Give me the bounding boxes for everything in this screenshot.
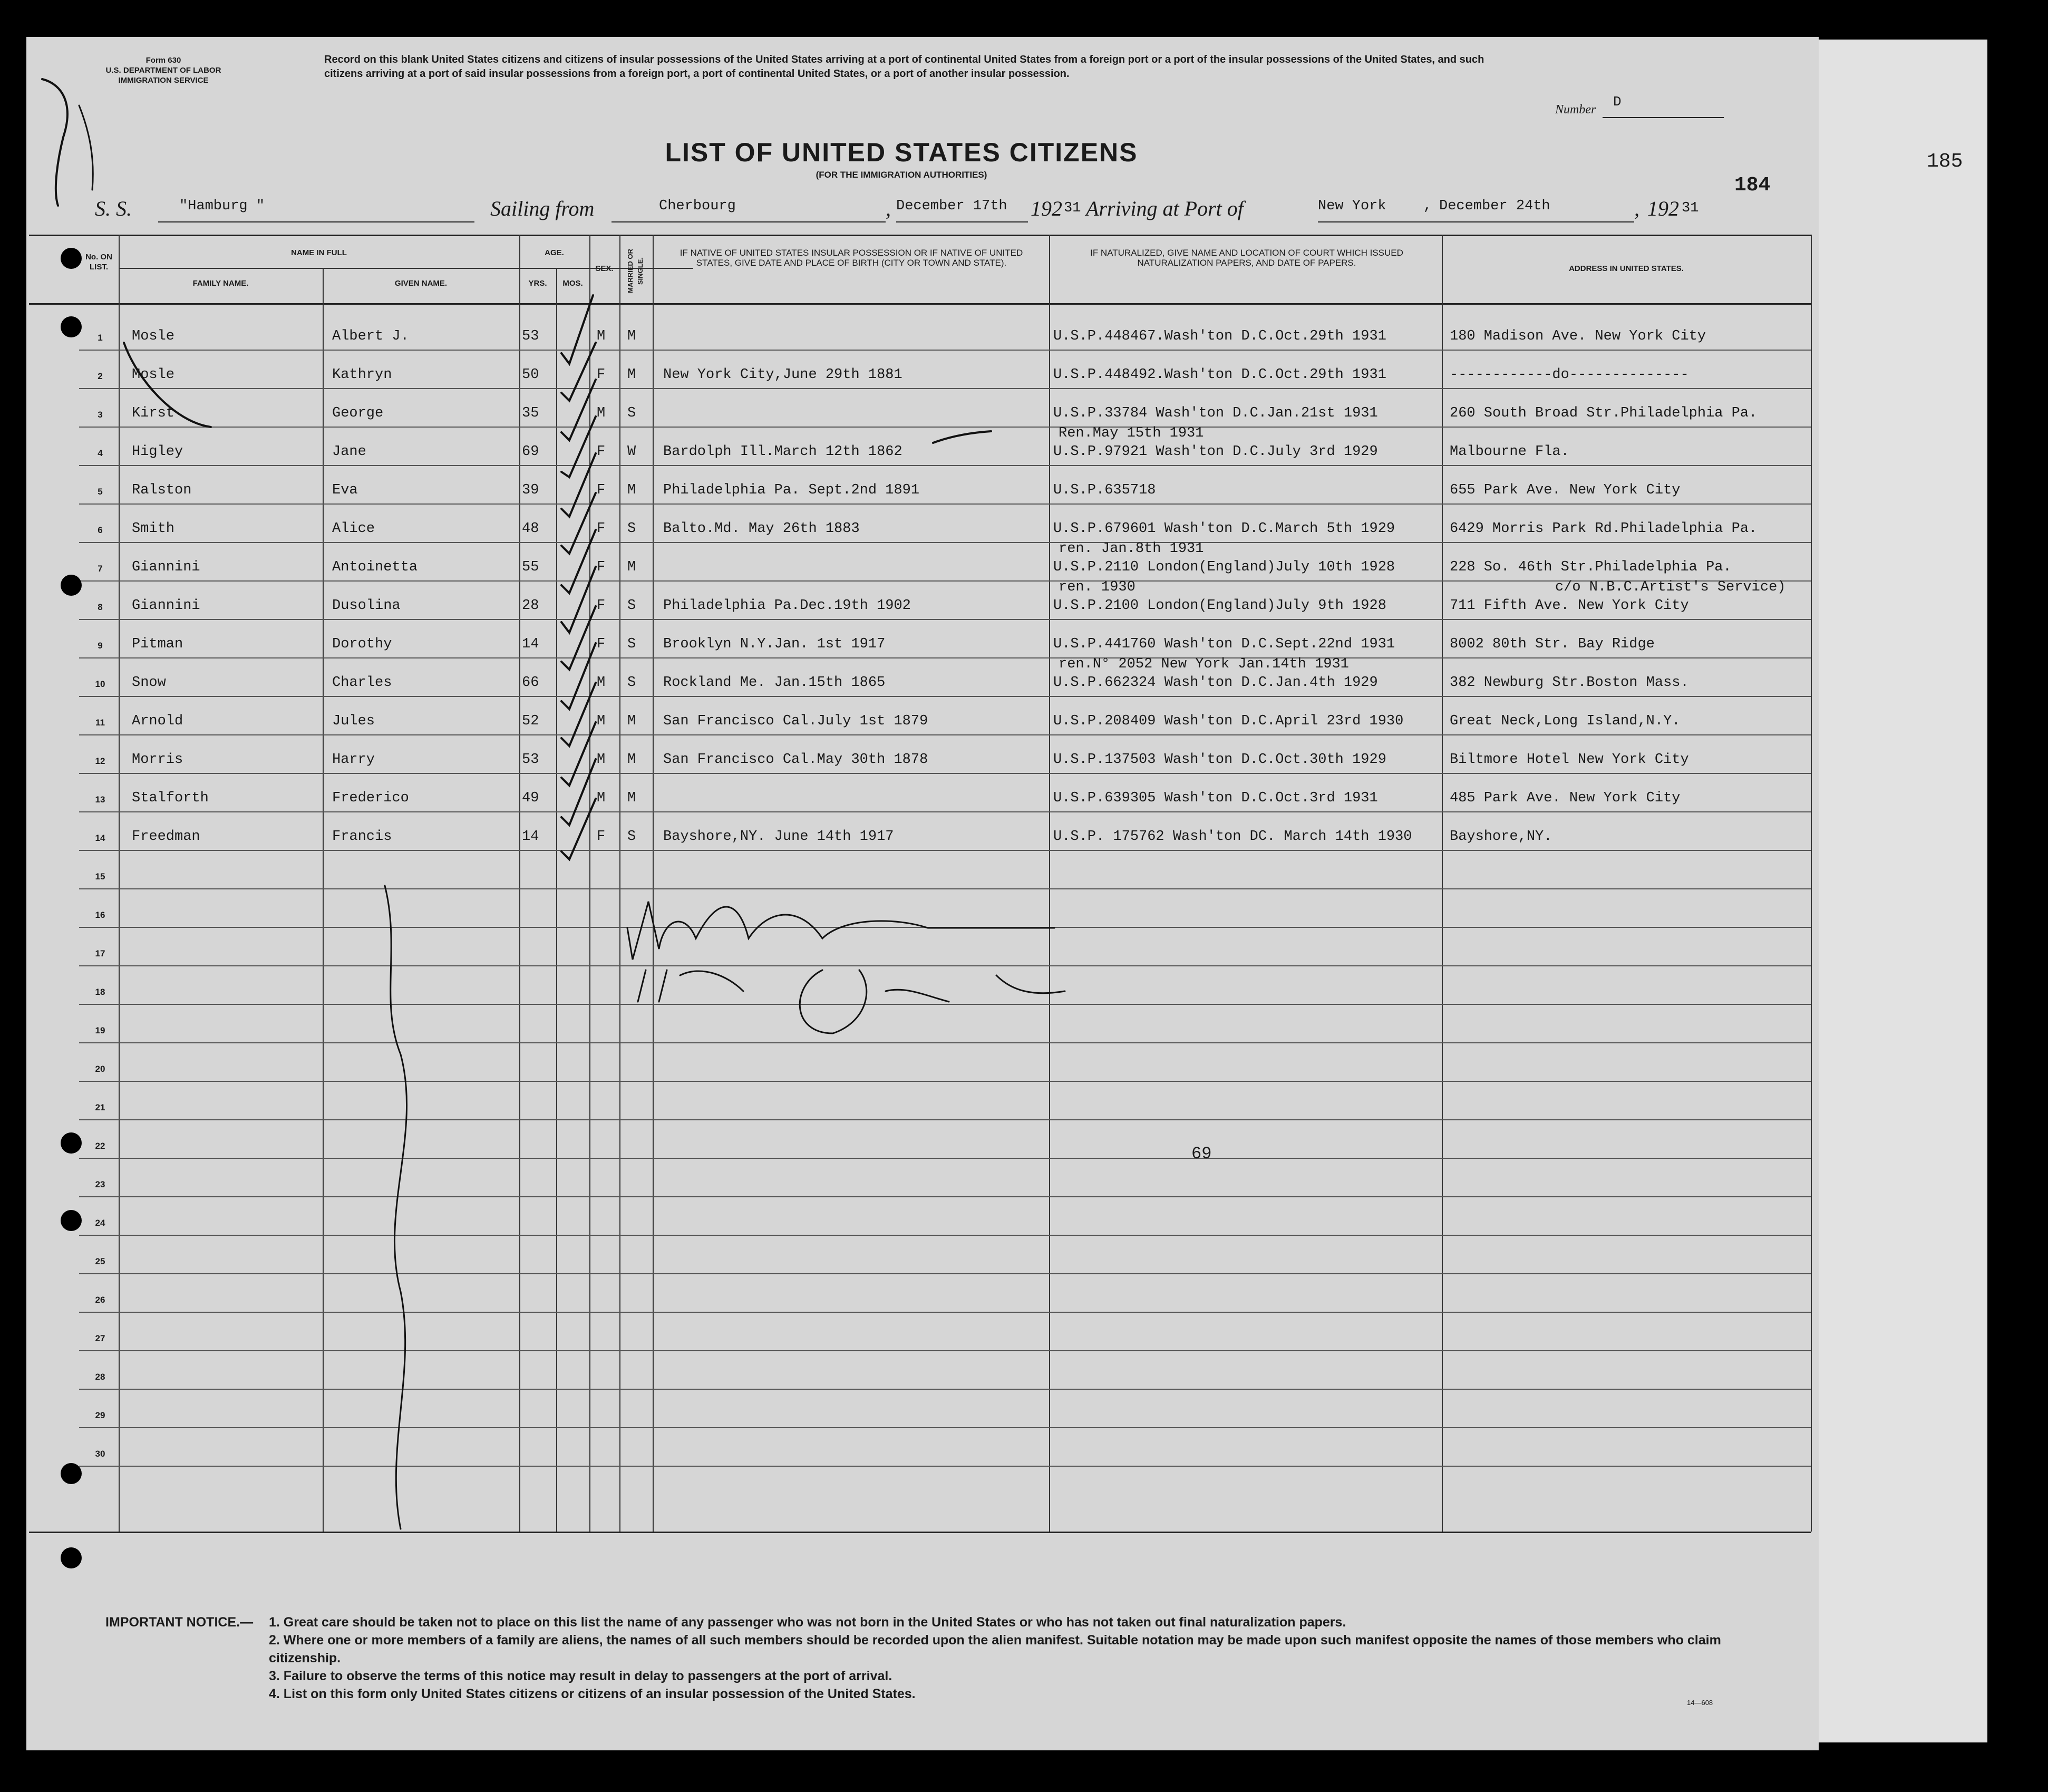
- binder-hole: [61, 1463, 82, 1484]
- marital-status: M: [627, 328, 636, 344]
- given-name: Albert J.: [332, 328, 409, 344]
- address: 485 Park Ave. New York City: [1450, 790, 1681, 806]
- row-number: 10: [95, 679, 105, 689]
- stamped-page-number: 184: [1734, 174, 1771, 197]
- given-name: Dorothy: [332, 636, 392, 652]
- age-years: 52: [522, 713, 539, 729]
- notice-label: IMPORTANT NOTICE.—: [105, 1615, 254, 1630]
- naturalization-info: U.S.P.208409 Wash'ton D.C.April 23rd 1930: [1053, 713, 1404, 729]
- sailing-year-prefix: 192: [1031, 197, 1062, 220]
- naturalization-note: ren.N° 2052 New York Jan.14th 1931: [1059, 656, 1349, 672]
- birth-info: Bayshore,NY. June 14th 1917: [663, 829, 894, 845]
- arrival-field: [1318, 196, 1634, 222]
- age-years: 49: [522, 790, 539, 806]
- marital-status: S: [627, 675, 636, 691]
- page-subtitle: (FOR THE IMMIGRATION AUTHORITIES): [816, 170, 987, 180]
- marital-status: M: [627, 559, 636, 575]
- right-page-number: 185: [1927, 150, 1963, 173]
- header-mos: MOS.: [562, 279, 583, 288]
- age-years: 35: [522, 405, 539, 421]
- naturalization-info: U.S.P.635718: [1053, 482, 1156, 498]
- row-number: 23: [95, 1179, 105, 1189]
- arrival-year-prefix: 192: [1647, 197, 1679, 220]
- row-line: [79, 542, 1811, 543]
- binder-hole: [61, 248, 82, 269]
- row-number: 29: [95, 1410, 105, 1420]
- header-address: ADDRESS IN UNITED STATES.: [1569, 264, 1684, 273]
- address: 260 South Broad Str.Philadelphia Pa.: [1450, 405, 1758, 421]
- age-years: 39: [522, 482, 539, 498]
- row-line: [79, 388, 1811, 389]
- row-line: [79, 1042, 1811, 1043]
- row-line: [79, 811, 1811, 812]
- manifest-sheet: [26, 37, 1819, 1750]
- row-line: [79, 503, 1811, 505]
- row-number: 2: [98, 371, 103, 381]
- row-line: [79, 657, 1811, 658]
- row-line: [79, 1196, 1811, 1197]
- row-number: 27: [95, 1333, 105, 1343]
- row-line: [79, 850, 1811, 851]
- row-line: [79, 350, 1811, 351]
- row-line: [79, 1350, 1811, 1351]
- ss-label: S. S.: [95, 197, 132, 220]
- given-name: Antoinetta: [332, 559, 418, 575]
- number-label: Number: [1555, 103, 1596, 117]
- comma-3: ,: [1634, 197, 1639, 220]
- given-name: George: [332, 405, 384, 421]
- sex: F: [597, 829, 606, 845]
- page-title: LIST OF UNITED STATES CITIZENS: [665, 138, 1138, 167]
- row-number: 18: [95, 987, 105, 997]
- age-years: 53: [522, 328, 539, 344]
- col-divider: [119, 235, 120, 1532]
- notice-item: 3. Failure to observe the terms of this notice may result in delay to passengers at the port of arrival.: [269, 1669, 892, 1683]
- row-number: 22: [95, 1141, 105, 1151]
- row-number: 20: [95, 1064, 105, 1074]
- header-bottom-border: [29, 303, 1811, 305]
- ship-name-field: [158, 196, 474, 222]
- binder-hole: [61, 316, 82, 337]
- sex: M: [597, 790, 606, 806]
- birth-info: Philadelphia Pa.Dec.19th 1902: [663, 598, 911, 614]
- marital-status: S: [627, 829, 636, 845]
- center-mark: 69: [1191, 1144, 1212, 1164]
- family-name: Arnold: [132, 713, 183, 729]
- table-top-border: [29, 235, 1811, 236]
- address: 228 So. 46th Str.Philadelphia Pa.: [1450, 559, 1732, 575]
- given-name: Charles: [332, 675, 392, 691]
- header-age: AGE.: [545, 248, 564, 257]
- naturalization-info: U.S.P.137503 Wash'ton D.C.Oct.30th 1929: [1053, 752, 1386, 768]
- address: 180 Madison Ave. New York City: [1450, 328, 1706, 344]
- row-number: 21: [95, 1102, 105, 1112]
- row-line: [79, 773, 1811, 774]
- family-name: Stalforth: [132, 790, 209, 806]
- row-line: [79, 927, 1811, 928]
- sailing-port-field: [612, 196, 886, 222]
- family-name: Giannini: [132, 559, 200, 575]
- row-number: 12: [95, 756, 105, 766]
- sex: F: [597, 636, 606, 652]
- naturalization-note: ren. Jan.8th 1931: [1059, 541, 1204, 557]
- given-name: Eva: [332, 482, 358, 498]
- row-line: [79, 1004, 1811, 1005]
- service-name: IMMIGRATION SERVICE: [118, 76, 209, 85]
- form-identification: [63, 55, 264, 85]
- binder-hole: [61, 1210, 82, 1231]
- marital-status: M: [627, 482, 636, 498]
- arriving-label: Arriving at Port of: [1086, 197, 1244, 220]
- address: Biltmore Hotel New York City: [1450, 752, 1689, 768]
- age-years: 14: [522, 829, 539, 845]
- sex: F: [597, 521, 606, 537]
- marital-status: M: [627, 790, 636, 806]
- family-name: Kirst: [132, 405, 175, 421]
- ship-name: "Hamburg ": [179, 198, 265, 214]
- address: 655 Park Ave. New York City: [1450, 482, 1681, 498]
- address: 382 Newburg Str.Boston Mass.: [1450, 675, 1689, 691]
- row-number: 8: [98, 602, 103, 612]
- row-number: 9: [98, 641, 103, 651]
- given-name: Jane: [332, 444, 366, 460]
- given-name: Frederico: [332, 790, 409, 806]
- col-divider: [1811, 235, 1812, 1532]
- sex: M: [597, 328, 606, 344]
- header-given-name: GIVEN NAME.: [394, 279, 448, 288]
- marital-status: M: [627, 713, 636, 729]
- notice-item: 4. List on this form only United States citizens or citizens of an insular possession of the United States.: [269, 1687, 916, 1701]
- row-number: 4: [98, 448, 103, 458]
- row-number: 11: [95, 718, 105, 728]
- address: Bayshore,NY.: [1450, 829, 1552, 845]
- sex: F: [597, 367, 606, 383]
- header-sex: SEX.: [595, 264, 614, 273]
- number-underline: [1603, 117, 1724, 118]
- naturalization-info: U.S.P.2110 London(England)July 10th 1928: [1053, 559, 1395, 575]
- age-years: 66: [522, 675, 539, 691]
- row-line: [79, 465, 1811, 466]
- row-number: 24: [95, 1218, 105, 1228]
- row-line: [79, 1273, 1811, 1274]
- row-line: [79, 1081, 1811, 1082]
- sex: M: [597, 713, 606, 729]
- instructions-text: Record on this blank United States citizens and citizens of insular possessions of the United States arriving at a port of continental United States from a foreign port or a port of the insular possessions of the United States, and such citizens arriving at a port of said insular possessions from a foreign port, a port of continental United States, or a port of another insular possession.: [324, 54, 1484, 80]
- birth-info: San Francisco Cal.July 1st 1879: [663, 713, 928, 729]
- age-years: 50: [522, 367, 539, 383]
- given-name: Jules: [332, 713, 375, 729]
- header-name-in-full: NAME IN FULL: [291, 248, 347, 257]
- given-name: Dusolina: [332, 598, 401, 614]
- binder-hole: [61, 1132, 82, 1154]
- col-divider: [1049, 235, 1050, 1532]
- sex: F: [597, 598, 606, 614]
- header-no: No. ON LIST.: [85, 253, 112, 272]
- age-years: 69: [522, 444, 539, 460]
- birth-info: Brooklyn N.Y.Jan. 1st 1917: [663, 636, 886, 652]
- sailing-date: December 17th: [896, 198, 1007, 214]
- naturalization-info: U.S.P.448492.Wash'ton D.C.Oct.29th 1931: [1053, 367, 1386, 383]
- birth-info: San Francisco Cal.May 30th 1878: [663, 752, 928, 768]
- sex: F: [597, 559, 606, 575]
- family-name: Higley: [132, 444, 183, 460]
- address: 8002 80th Str. Bay Ridge: [1450, 636, 1655, 652]
- marital-status: S: [627, 405, 636, 421]
- family-name: Mosle: [132, 367, 175, 383]
- naturalization-info: U.S.P.639305 Wash'ton D.C.Oct.3rd 1931: [1053, 790, 1378, 806]
- row-line: [79, 1389, 1811, 1390]
- row-line: [79, 965, 1811, 966]
- address: Malbourne Fla.: [1450, 444, 1569, 460]
- sailing-port: Cherbourg: [659, 198, 736, 214]
- header-family-name: FAMILY NAME.: [192, 279, 249, 288]
- naturalization-note: ren. 1930: [1059, 579, 1135, 595]
- age-years: 14: [522, 636, 539, 652]
- comma-2: ,: [1423, 198, 1432, 214]
- family-name: Pitman: [132, 636, 183, 652]
- arrival-port: New York: [1318, 198, 1386, 214]
- row-number: 17: [95, 948, 105, 958]
- binder-hole: [61, 1547, 82, 1568]
- row-number: 7: [98, 564, 103, 574]
- birth-info: Bardolph Ill.March 12th 1862: [663, 444, 902, 460]
- col-divider: [519, 235, 520, 1532]
- binder-hole: [61, 575, 82, 596]
- arrival-date: December 24th: [1439, 198, 1550, 214]
- marital-status: S: [627, 521, 636, 537]
- form-code: 14—608: [1687, 1699, 1713, 1707]
- row-line: [79, 1235, 1811, 1236]
- marital-status: W: [627, 444, 636, 460]
- row-number: 1: [98, 333, 103, 343]
- birth-info: Balto.Md. May 26th 1883: [663, 521, 860, 537]
- row-line: [79, 580, 1811, 582]
- naturalization-info: U.S.P.662324 Wash'ton D.C.Jan.4th 1929: [1053, 675, 1378, 691]
- header-birth: IF NATIVE OF UNITED STATES INSULAR POSSESSION OR IF NATIVE OF UNITED STATES, GIVE DATE AND PLACE OF BIRTH (CITY OR TOWN AND STATE).: [680, 248, 1023, 268]
- number-value: D: [1613, 94, 1622, 110]
- notice-item: 2. Where one or more members of a family are aliens, the names of all such members should be recorded upon the alien manifest. Suitable notation may be made upon such manifest opposite the names of those members who claim citizenship.: [269, 1633, 1721, 1665]
- back-page: [1792, 40, 1987, 1742]
- marital-status: S: [627, 636, 636, 652]
- row-number: 28: [95, 1372, 105, 1382]
- col-divider: [589, 235, 590, 1532]
- family-name: Mosle: [132, 328, 175, 344]
- naturalization-info: U.S.P.2100 London(England)July 9th 1928: [1053, 598, 1386, 614]
- row-number: 16: [95, 910, 105, 920]
- age-years: 48: [522, 521, 539, 537]
- address-note: c/o N.B.C.Artist's Service): [1555, 579, 1786, 595]
- given-name: Alice: [332, 521, 375, 537]
- row-number: 26: [95, 1295, 105, 1305]
- family-name: Smith: [132, 521, 175, 537]
- family-name: Ralston: [132, 482, 192, 498]
- naturalization-info: U.S.P. 175762 Wash'ton DC. March 14th 1930: [1053, 829, 1412, 845]
- row-line: [79, 1427, 1811, 1428]
- marital-status: S: [627, 598, 636, 614]
- age-years: 28: [522, 598, 539, 614]
- naturalization-info: U.S.P.448467.Wash'ton D.C.Oct.29th 1931: [1053, 328, 1386, 344]
- row-number: 15: [95, 871, 105, 882]
- sex: M: [597, 752, 606, 768]
- row-line: [79, 734, 1811, 735]
- row-line: [79, 1158, 1811, 1159]
- naturalization-note: Ren.May 15th 1931: [1059, 425, 1204, 441]
- naturalization-info: U.S.P.441760 Wash'ton D.C.Sept.22nd 1931: [1053, 636, 1395, 652]
- given-name: Harry: [332, 752, 375, 768]
- header-married-or-single: MARRIED OR SINGLE.: [626, 249, 644, 293]
- arrival-year-suffix: 31: [1682, 200, 1699, 216]
- row-line: [79, 619, 1811, 620]
- row-line: [79, 1312, 1811, 1313]
- col-divider: [619, 235, 620, 1532]
- header-naturalization: IF NATURALIZED, GIVE NAME AND LOCATION OF COURT WHICH ISSUED NATURALIZATION PAPERS, AND DATE OF PAPERS.: [1090, 248, 1403, 268]
- form-number: Form 630: [145, 56, 181, 65]
- address: 6429 Morris Park Rd.Philadelphia Pa.: [1450, 521, 1758, 537]
- family-name: Freedman: [132, 829, 200, 845]
- marital-status: M: [627, 367, 636, 383]
- sex: F: [597, 444, 606, 460]
- family-name: Morris: [132, 752, 183, 768]
- department-name: U.S. DEPARTMENT OF LABOR: [105, 66, 221, 75]
- family-name: Snow: [132, 675, 166, 691]
- age-years: 53: [522, 752, 539, 768]
- address: Great Neck,Long Island,N.Y.: [1450, 713, 1681, 729]
- col-divider: [653, 235, 654, 1532]
- col-divider: [556, 268, 557, 1532]
- family-name: Giannini: [132, 598, 200, 614]
- birth-info: Philadelphia Pa. Sept.2nd 1891: [663, 482, 920, 498]
- birth-info: Rockland Me. Jan.15th 1865: [663, 675, 886, 691]
- row-number: 3: [98, 410, 103, 420]
- row-number: 5: [98, 487, 103, 497]
- naturalization-info: U.S.P.679601 Wash'ton D.C.March 5th 1929: [1053, 521, 1395, 537]
- row-line: [79, 888, 1811, 889]
- age-years: 55: [522, 559, 539, 575]
- row-number: 30: [95, 1449, 105, 1459]
- given-name: Kathryn: [332, 367, 392, 383]
- col-divider: [323, 268, 324, 1532]
- row-number: 14: [95, 833, 105, 843]
- sex: M: [597, 405, 606, 421]
- sex: M: [597, 675, 606, 691]
- sailing-year-suffix: 31: [1064, 200, 1081, 216]
- row-number: 25: [95, 1256, 105, 1266]
- row-line: [79, 427, 1811, 428]
- sailing-label: Sailing from: [490, 197, 595, 220]
- birth-info: New York City,June 29th 1881: [663, 367, 902, 383]
- header-yrs: YRS.: [528, 279, 547, 288]
- row-line: [79, 696, 1811, 697]
- address: 711 Fifth Ave. New York City: [1450, 598, 1689, 614]
- given-name: Francis: [332, 829, 392, 845]
- row-number: 19: [95, 1025, 105, 1035]
- notice-item: 1. Great care should be taken not to place on this list the name of any passenger who was not born in the United States or who has not taken out final naturalization papers.: [269, 1615, 1346, 1630]
- row-number: 6: [98, 525, 103, 535]
- table-bottom-border: [29, 1532, 1811, 1533]
- marital-status: M: [627, 752, 636, 768]
- col-divider: [1442, 235, 1443, 1532]
- sailing-date-field: [896, 196, 1028, 222]
- row-line: [79, 1466, 1811, 1467]
- comma-1: ,: [886, 197, 891, 220]
- row-number: 13: [95, 795, 105, 805]
- naturalization-info: U.S.P.33784 Wash'ton D.C.Jan.21st 1931: [1053, 405, 1378, 421]
- naturalization-info: U.S.P.97921 Wash'ton D.C.July 3rd 1929: [1053, 444, 1378, 460]
- row-line: [79, 1119, 1811, 1120]
- sex: F: [597, 482, 606, 498]
- address: ------------do--------------: [1450, 367, 1689, 383]
